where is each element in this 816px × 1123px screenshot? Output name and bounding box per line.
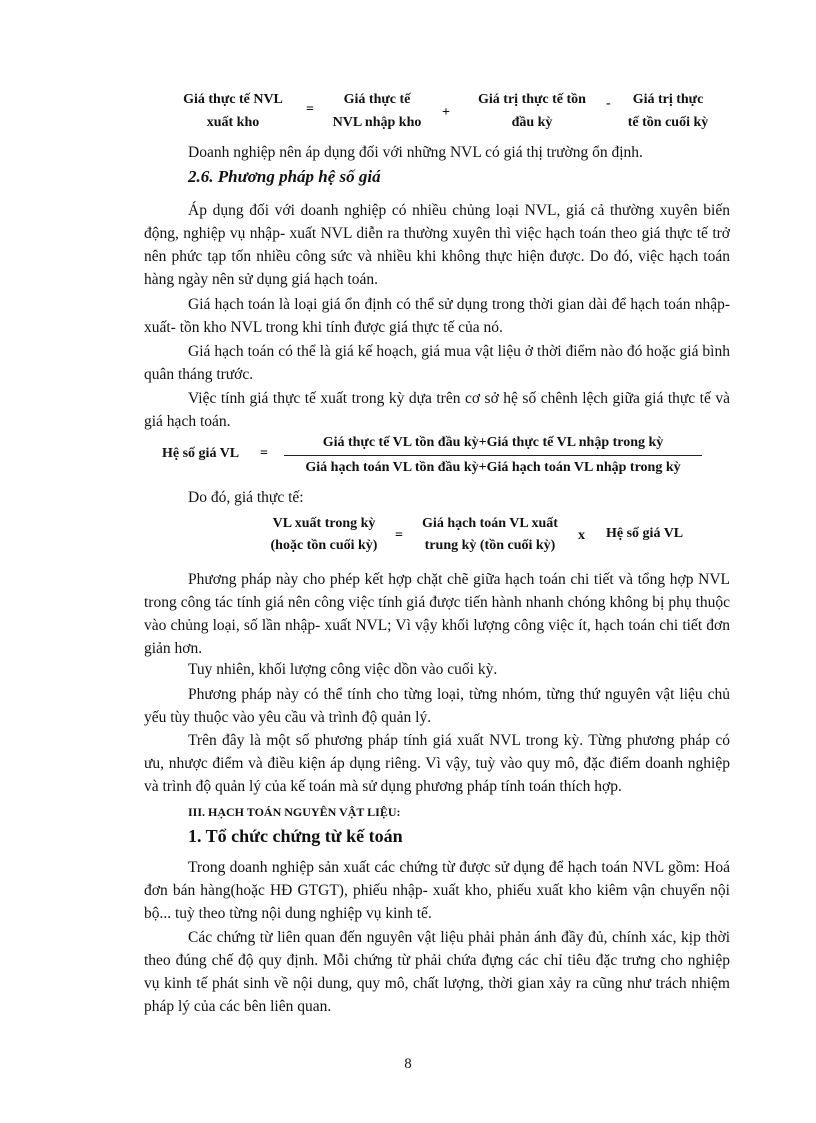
- formula3-times: x: [578, 528, 585, 543]
- formula3-middle: Giá hạch toán VL xuất trung kỳ (tồn cuối kỳ): [422, 516, 558, 553]
- paragraph-10: Các chứng từ liên quan đến nguyên vật liệu phải phản ánh đầy đủ, chính xác, kịp thời theo đúng chế độ quy định. Mỗi chứng từ phải chứa đựng các chỉ tiêu đặc trưng cho nghiệp vụ kinh tế phát sinh về nội dung, quy mô, chất lượng, thời gian xảy ra cũng như trách nhiệm pháp lý của các bên liên quan.: [144, 929, 730, 1015]
- formula2-equals: =: [260, 446, 268, 461]
- paragraph-apply: Doanh nghiệp nên áp dụng đối với những NVL có giá thị trường ổn định.: [188, 144, 643, 161]
- paragraph-4: Việc tính giá thực tế xuất trong kỳ dựa trên cơ sở hệ số chênh lệch giữa giá thực tế và giá hạch toán.: [144, 390, 730, 430]
- formula1-term2: Giá trị thực tế tồn đầu kỳ: [478, 92, 586, 130]
- formula3-rhs: Hệ số giá VL: [606, 526, 684, 541]
- formula2-lhs: Hệ số giá VL: [162, 446, 240, 461]
- paragraph-6: Tuy nhiên, khối lượng công việc dồn vào cuối kỳ.: [188, 661, 498, 678]
- section-heading-1: 1. Tổ chức chứng từ kế toán: [188, 826, 403, 846]
- paragraph-do-do: Do đó, giá thực tế:: [188, 489, 304, 506]
- paragraph-5: Phương pháp này cho phép kết hợp chặt chẽ giữa hạch toán chi tiết và tổng hợp NVL trong công tác tính giá nên công việc tính giá được tiến hành nhanh chóng không bị phụ thuộc vào chủng loại, số lần nhập- xuất NVL; Vì vậy khối lượng công việc ít, hạch toán chi tiết đơn giản hơn.: [144, 571, 730, 657]
- page-number: 8: [404, 1056, 412, 1072]
- paragraph-8: Trên đây là một số phương pháp tính giá xuất NVL trong kỳ. Từng phương pháp có ưu, nhược điểm và điều kiện áp dụng riêng. Vì vậy, tuỳ vào quy mô, đặc điểm doanh nghiệp và trình độ quản lý của kế toán mà sử dụng phương pháp tính toán thích hợp.: [144, 732, 730, 795]
- formula2-denominator: Giá hạch toán VL tồn đầu kỳ+Giá hạch toán VL nhập trong kỳ: [305, 460, 681, 475]
- paragraph-2: Giá hạch toán là loại giá ổn định có thể sử dụng trong thời gian dài để hạch toán nhập- xuất- tồn kho NVL trong khi tính được giá thực tế của nó.: [144, 296, 730, 336]
- formula1-lhs: Giá thực tế NVL xuất kho: [183, 92, 283, 130]
- formula1-minus: -: [606, 96, 611, 111]
- formula1-plus: +: [442, 105, 450, 120]
- formula3-equals: =: [395, 528, 403, 543]
- formula1-term3: Giá trị thực tế tồn cuối kỳ: [627, 92, 709, 130]
- fraction-bar: [284, 455, 702, 456]
- paragraph-1: Áp dụng đối với doanh nghiệp có nhiều chủng loại NVL, giá cả thường xuyên biến động, nghiệp vụ nhập- xuất NVL diễn ra thường xuyên thì việc hạch toán theo giá thực tế trở nên phức tạp tốn nhiều công sức và nhiều khi không thực hiện được. Do đó, việc hạch toán hàng ngày nên sử dụng giá hạch toán.: [144, 202, 730, 288]
- paragraph-3: Giá hạch toán có thể là giá kế hoạch, giá mua vật liệu ở thời điểm nào đó hoặc giá bình quân tháng trước.: [144, 343, 730, 383]
- section-heading-III: III. HẠCH TOÁN NGUYÊN VẬT LIỆU:: [188, 805, 401, 819]
- section-heading-2-6: 2.6. Phương pháp hệ số giá: [188, 167, 381, 186]
- paragraph-7: Phương pháp này có thể tính cho từng loại, từng nhóm, từng thứ nguyên vật liệu chủ yếu tùy thuộc vào yêu cầu và trình độ quản lý.: [144, 686, 730, 726]
- formula3-lhs: VL xuất trong kỳ (hoặc tồn cuối kỳ): [270, 516, 378, 553]
- formula2-numerator: Giá thực tế VL tồn đầu kỳ+Giá thực tế VL nhập trong kỳ: [322, 435, 664, 450]
- paragraph-9: Trong doanh nghiệp sản xuất các chứng từ được sử dụng để hạch toán NVL gồm: Hoá đơn bán hàng(hoặc HĐ GTGT), phiếu nhập- xuất kho, phiếu xuất kho kiêm vận chuyển nội bộ... tuỳ theo từng nội dung nghiệp vụ kinh tế.: [144, 859, 730, 922]
- formula1-term1: Giá thực tế NVL nhập kho: [332, 92, 422, 130]
- formula1-equals: =: [306, 102, 314, 117]
